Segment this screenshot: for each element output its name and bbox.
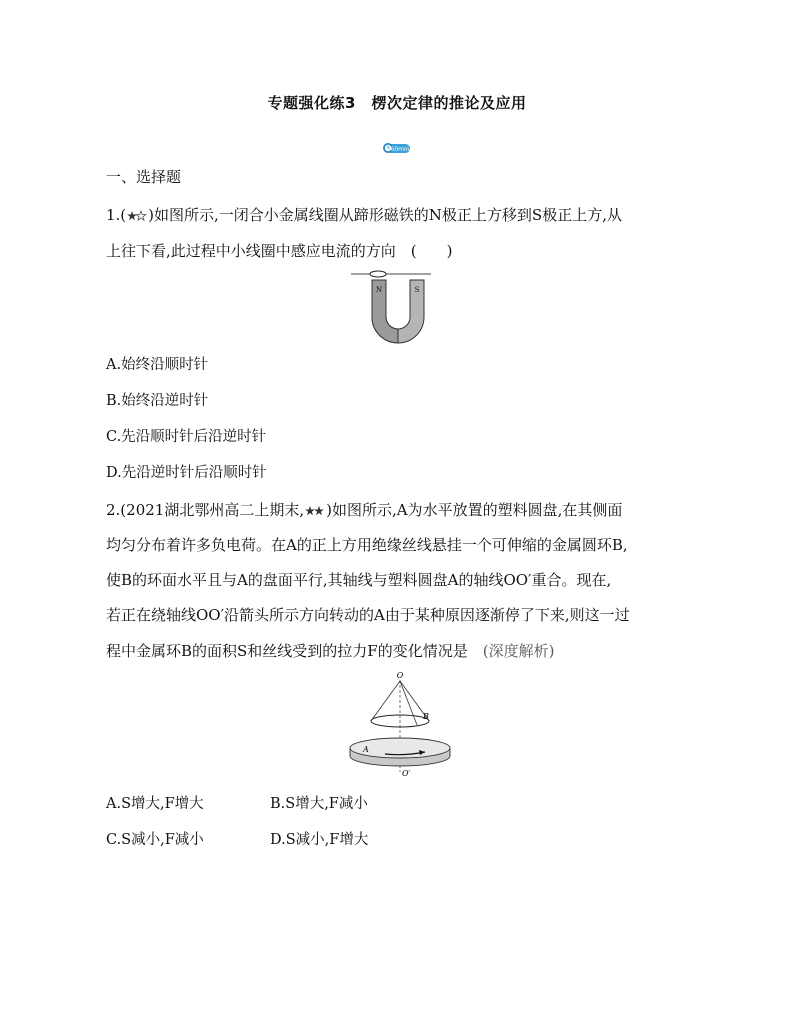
q1-option-c[interactable]: C.先沿顺时针后沿逆时针 — [106, 429, 267, 445]
time-badge — [383, 139, 411, 151]
q2-option-a[interactable]: A.S增大,F增大 — [106, 796, 204, 812]
q2-option-b[interactable]: B.S增大,F减小 — [270, 796, 368, 812]
q1-magnet-figure — [346, 265, 436, 349]
q1-line-1 — [106, 204, 622, 225]
q2-line-5 — [106, 640, 554, 661]
magnet-n-label: N — [375, 286, 383, 294]
page-title: 专题强化练3 楞次定律的推论及应用 — [267, 94, 527, 112]
magnet-s-label: S — [414, 286, 420, 294]
difficulty-stars-icon — [304, 505, 326, 517]
axis-top-label: O — [396, 671, 404, 680]
q2-source: 2.(2021湖北鄂州高二上期末, — [106, 501, 305, 519]
q1-stem-2: 上往下看,此过程中小线圈中感应电流的方向 ( ) — [106, 242, 453, 260]
clock-icon — [383, 142, 411, 154]
q2-stem-2: 均匀分布着许多负电荷。在A的正上方用绝缘丝线悬挂一个可伸缩的金属圆环B, — [106, 536, 628, 554]
section-title: 一、选择题 — [106, 168, 182, 186]
q1-number: 1.( — [106, 206, 127, 224]
q2-line-1 — [106, 499, 622, 520]
small-coil — [370, 271, 386, 277]
axis-bottom-label: O′ — [402, 769, 411, 778]
q2-stem-4: 若正在绕轴线OO′沿箭头所示方向转动的A由于某种原因逐渐停了下来,则这一过 — [106, 606, 630, 624]
q1-option-b[interactable]: B.始终沿逆时针 — [106, 393, 209, 409]
deep-analysis-note: (深度解析) — [482, 642, 555, 660]
ring-label: B — [423, 712, 429, 721]
q1-stem-1: )如图所示,一闭合小金属线圈从蹄形磁铁的N极正上方移到S极正上方,从 — [148, 206, 622, 224]
time-badge-text: 60min — [390, 146, 410, 153]
disk-label: A — [363, 745, 369, 754]
q2-disk-ring-figure — [345, 668, 455, 784]
q1-option-d[interactable]: D.先沿逆时针后沿顺时针 — [106, 465, 267, 481]
difficulty-stars-icon — [126, 210, 148, 222]
q2-stem-5: 程中金属环B的面积S和丝线受到的拉力F的变化情况是 — [106, 642, 468, 660]
q2-stem-3: 使B的环面水平且与A的盘面平行,其轴线与塑料圆盘A的轴线OO′重合。现在, — [106, 571, 612, 589]
q2-stem-1: )如图所示,A为水平放置的塑料圆盘,在其侧面 — [326, 501, 623, 519]
q1-option-a[interactable]: A.始终沿顺时针 — [106, 357, 209, 373]
q2-option-d[interactable]: D.S减小,F增大 — [270, 832, 369, 848]
q2-option-c[interactable]: C.S减小,F减小 — [106, 832, 204, 848]
